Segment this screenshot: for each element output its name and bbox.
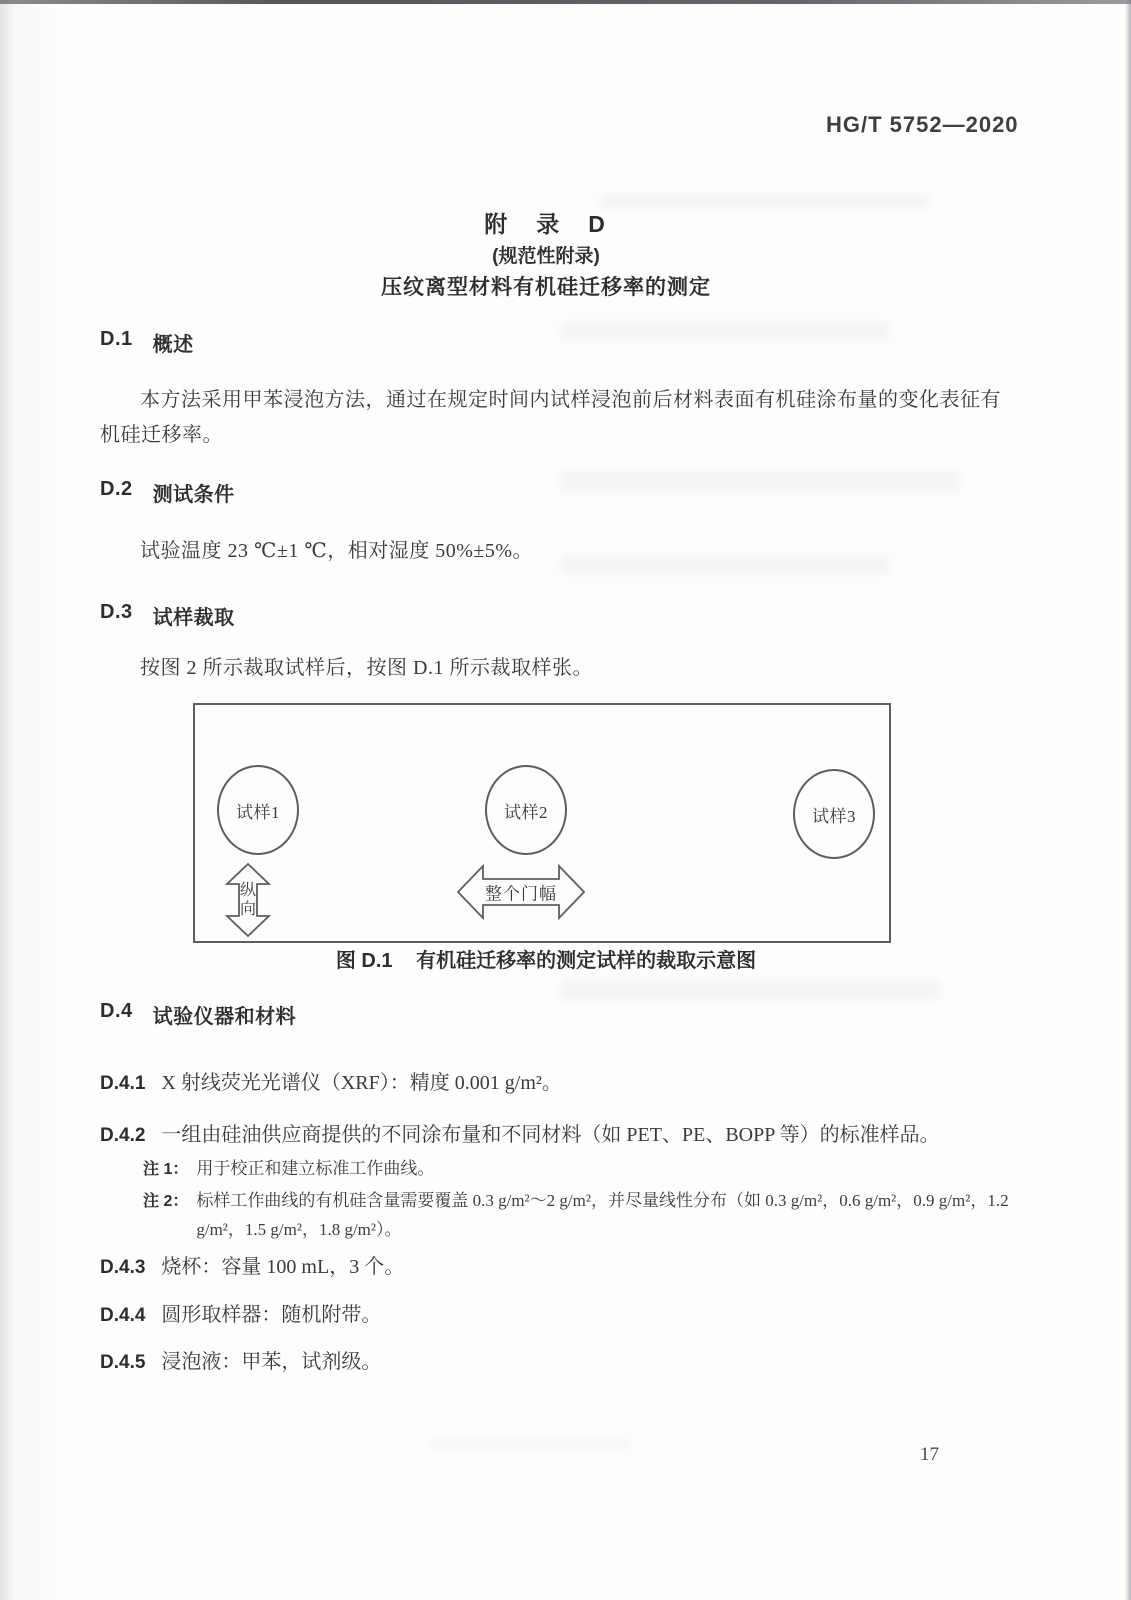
section-title: 试样裁取 bbox=[152, 607, 235, 629]
note-text: 用于校正和建立标准工作曲线。 bbox=[196, 1159, 435, 1178]
clause-d4-5 bbox=[100, 1345, 1045, 1374]
section-d2-body: 试验温度 23 ℃±1 ℃，相对湿度 50%±5%。 bbox=[140, 540, 534, 562]
appendix-subtitle: (规范性附录) bbox=[492, 246, 600, 267]
section-d1-body: 本方法采用甲苯浸泡方法，通过在规定时间内试样浸泡前后材料表面有机硅涂布量的变化表征有机硅迁移率。 bbox=[100, 389, 1001, 446]
note-2 bbox=[143, 1186, 1045, 1244]
section-number: D.3 bbox=[100, 601, 133, 623]
sample-circle-3: 试样3 bbox=[793, 769, 875, 859]
section-number: D.2 bbox=[100, 478, 133, 500]
clause-number: D.4.3 bbox=[100, 1257, 146, 1278]
appendix-title: 附 录 D bbox=[484, 211, 608, 237]
scan-left-edge bbox=[0, 0, 14, 1600]
section-d2-heading bbox=[100, 478, 235, 507]
scan-smudge bbox=[560, 470, 960, 492]
figure-caption bbox=[100, 944, 992, 973]
clause-number: D.4.1 bbox=[100, 1073, 146, 1094]
page-number: 17 bbox=[920, 1444, 939, 1465]
section-d3-body: 按图 2 所示裁取试样后，按图 D.1 所示裁取样张。 bbox=[140, 657, 593, 679]
scan-smudge bbox=[560, 322, 890, 340]
note-label: 注 2： bbox=[143, 1193, 189, 1210]
vertical-arrow-label: 纵向 bbox=[239, 882, 256, 918]
sample-circle-1: 试样1 bbox=[217, 765, 299, 855]
sample-circle-2: 试样2 bbox=[485, 765, 567, 855]
clause-text: 一组由硅油供应商提供的不同涂布量和不同材料（如 PET、PE、BOPP 等）的标准样品。 bbox=[161, 1124, 940, 1146]
appendix-heading: 压纹离型材料有机硅迁移率的测定 bbox=[381, 276, 711, 299]
section-number: D.4 bbox=[100, 1000, 133, 1022]
clause-d4-4 bbox=[100, 1298, 1045, 1327]
clause-text: 浸泡液：甲苯，试剂级。 bbox=[161, 1351, 382, 1373]
note-1 bbox=[143, 1154, 1045, 1184]
note-label: 注 1： bbox=[143, 1161, 189, 1178]
scan-smudge bbox=[430, 1438, 630, 1452]
clause-text: 圆形取样器：随机附带。 bbox=[161, 1304, 382, 1326]
clause-number: D.4.2 bbox=[100, 1125, 146, 1146]
scan-smudge bbox=[560, 980, 940, 1000]
figure-caption-label: 图 D.1 bbox=[335, 950, 393, 972]
clause-text: X 射线荧光光谱仪（XRF）：精度 0.001 g/m²。 bbox=[161, 1072, 562, 1094]
note-text: 标样工作曲线的有机硅含量需要覆盖 0.3 g/m²～2 g/m²，并尽量线性分布（如 0.3 g/m²，0.6 g/m²，0.9 g/m²，1.2 g/m²，1.5 g/m²，1.8 g/m²）。 bbox=[196, 1191, 1009, 1239]
clause-text: 烧杯：容量 100 mL，3 个。 bbox=[161, 1256, 405, 1278]
standard-code: HG/T 5752—2020 bbox=[826, 112, 1019, 137]
figure-d1-diagram bbox=[193, 703, 891, 943]
scan-right-edge bbox=[1125, 0, 1131, 1600]
section-title: 试验仪器和材料 bbox=[152, 1006, 297, 1028]
section-title: 概述 bbox=[152, 334, 194, 356]
section-number: D.1 bbox=[100, 328, 133, 350]
clause-d4-2 bbox=[100, 1118, 1045, 1147]
full-width-arrow bbox=[457, 857, 585, 927]
section-title: 测试条件 bbox=[152, 484, 235, 506]
figure-caption-text: 有机硅迁移率的测定试样的裁取示意图 bbox=[416, 950, 757, 972]
section-d4-heading bbox=[100, 1000, 296, 1029]
vertical-direction-arrow bbox=[217, 863, 279, 937]
scan-top-edge bbox=[0, 0, 1131, 4]
section-d3-heading bbox=[100, 601, 235, 630]
section-d1-heading bbox=[100, 328, 194, 357]
clause-number: D.4.4 bbox=[100, 1305, 146, 1326]
clause-number: D.4.5 bbox=[100, 1352, 146, 1373]
clause-d4-1 bbox=[100, 1066, 1045, 1095]
clause-d4-3 bbox=[100, 1250, 1045, 1279]
horizontal-arrow-label: 整个门幅 bbox=[485, 884, 557, 904]
